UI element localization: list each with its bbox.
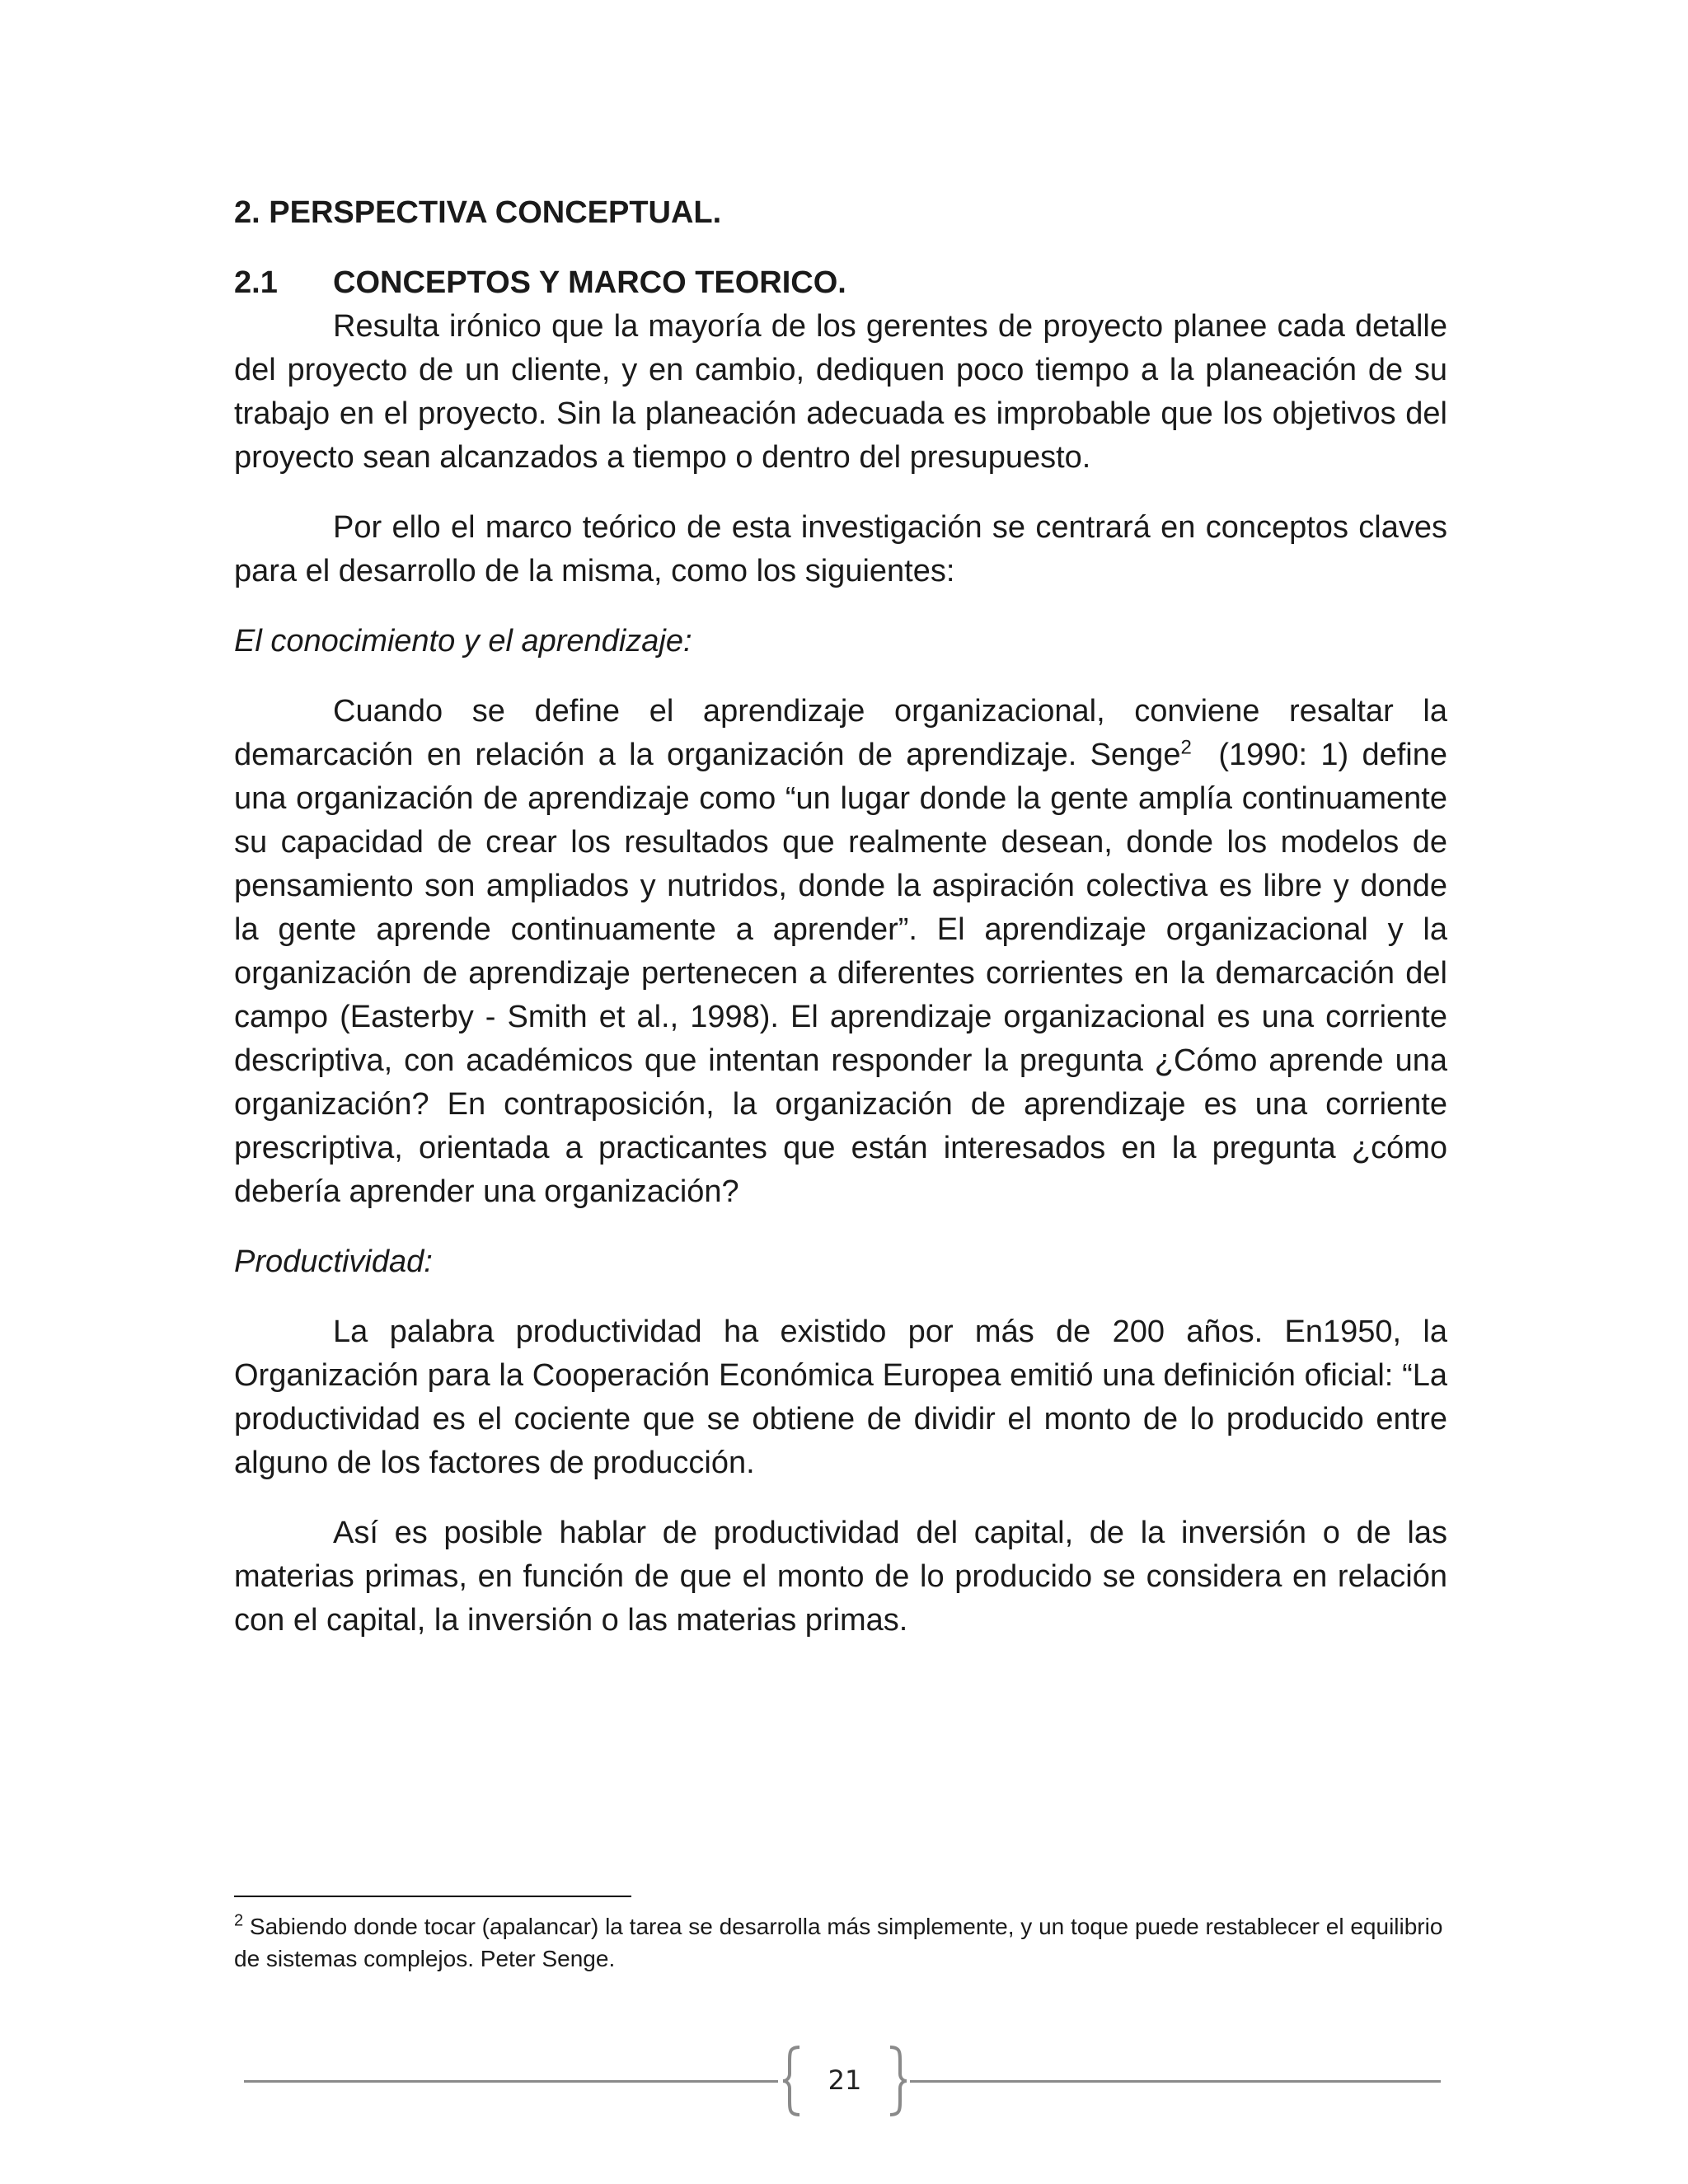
footer-rule-left [244,2080,778,2083]
section-heading: 2. PERSPECTIVA CONCEPTUAL. [234,195,722,230]
right-brace-icon [885,2044,910,2118]
left-brace-icon [780,2044,804,2118]
paragraph-productivity: La palabra productividad ha existido por más de 200 años. En1950, la Organización para la Cooperación Económica Europea emitió una definición oficial: “La productividad es el cociente que se obtiene de dividir el monto de lo producido entre alguno de los factores de producción. [234,1315,1447,1480]
subsection-title: CONCEPTOS Y MARCO TEORICO. [333,265,846,300]
paragraph-intro: Resulta irónico que la mayoría de los gerentes de proyecto planee cada detalle del proyecto de un cliente, y en cambio, dediquen poco tiempo a la planeación de su trabajo en el proyecto. Sin la planeación adecuada es improbable que los objetivos del proyecto sean alcanzados a tiempo o dentro del presupuesto. [234,309,1447,475]
footnote-separator [234,1896,631,1897]
footer-rule-right [910,2080,1441,2083]
footnote-marker: 2 [234,1911,244,1930]
page-number: 21 [828,2064,862,2096]
page-footer [244,2044,1441,2118]
paragraph-learning [234,690,1456,1214]
footnote-reference: 2 [1180,736,1192,759]
paragraph-learning-rest: (1990: 1) define una organización de aprendizaje como “un lugar donde la gente amplía continuamente su capacidad de crear los resultados que realmente desean, donde los modelos de pensamiento son ampliados y nutridos, donde la aspiración colectiva es libre y donde la gente aprende continuamente a aprender”. El aprendizaje organizacional y la organización de aprendizaje pertenecen a diferentes corrientes en la demarcación del campo (Easterby - Smith et al., 1998). El aprendizaje organizacional es una corriente descriptiva, con académicos que intentan responder la pregunta ¿Cómo aprende una organización? En contraposición, la organización de aprendizaje es una corriente prescriptiva, orientada a practicantes que están interesados en la pregunta ¿cómo debería aprender una organización? [234,738,1456,1209]
footnote [234,1910,1447,1975]
subsection-heading [234,261,1447,305]
paragraph-learning-start: Cuando se define el aprendizaje organizacional, conviene resaltar la demarcación en relación a la organización de aprendizaje. Senge [234,694,1447,772]
footnote-text: Sabiendo donde tocar (apalancar) la tarea se desarrolla más simplemente, y un toque puede restablecer el equilibrio de sistemas complejos. Peter Senge. [234,1914,1443,1971]
subsection-number: 2.1 [234,265,278,300]
main-content [234,191,1456,1669]
subheading-knowledge: El conocimiento y el aprendizaje: [234,624,692,658]
subheading-productivity: Productividad: [234,1244,433,1279]
paragraph-capital: Así es posible hablar de productividad del capital, de la inversión o de las materias primas, en función de que el monto de lo producido se considera en relación con el capital, la inversión o las materias primas. [234,1516,1447,1638]
paragraph-framework: Por ello el marco teórico de esta investigación se centrará en conceptos claves para el desarrollo de la misma, como los siguientes: [234,510,1447,588]
